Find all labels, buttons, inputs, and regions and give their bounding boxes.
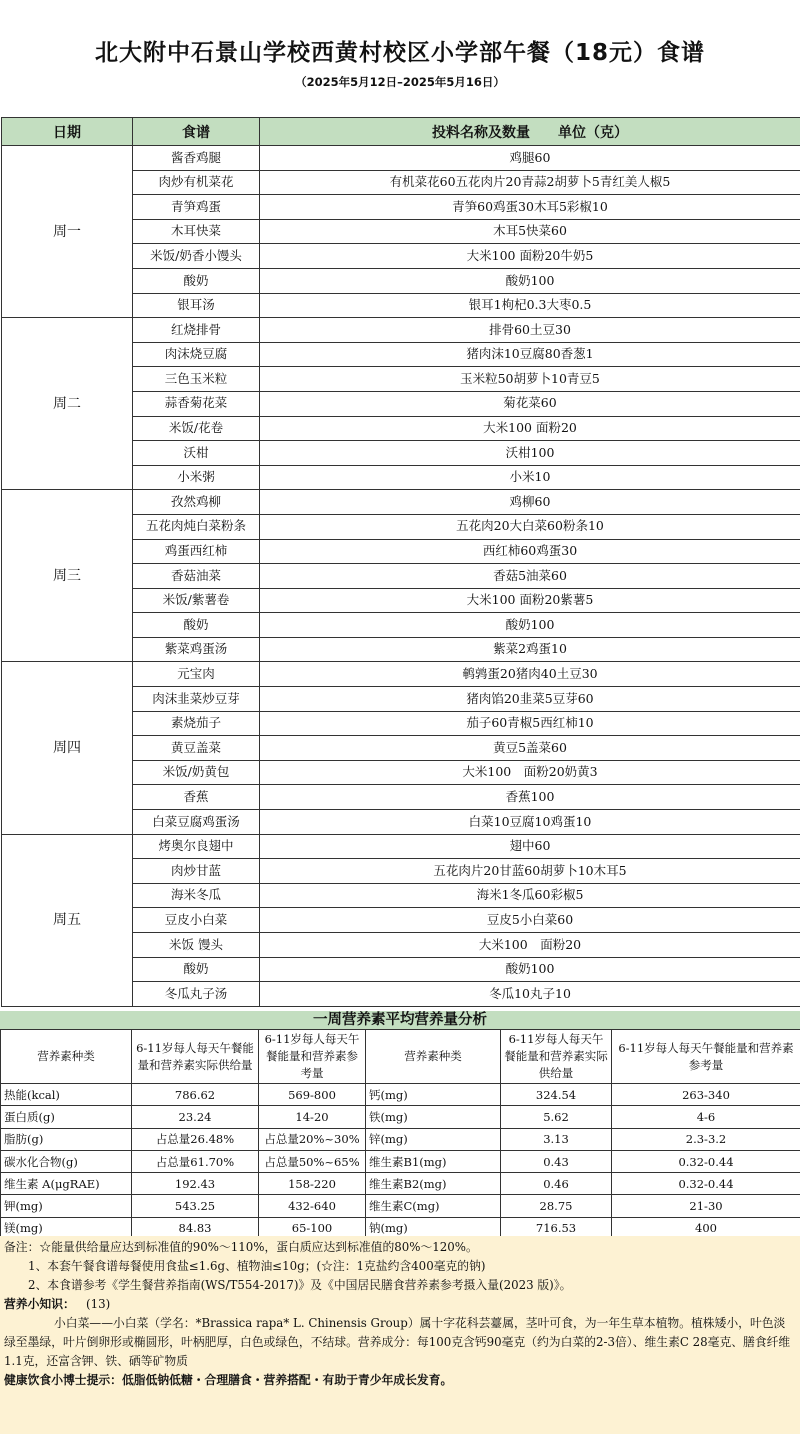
page-title: 北大附中石景山学校西黄村校区小学部午餐（18元）食谱 (94, 40, 705, 66)
dish-cell: 蒜香菊花菜 (133, 391, 260, 416)
dish-cell: 孜然鸡柳 (133, 490, 260, 515)
nutrient-value-cell: 716.53 (501, 1217, 612, 1239)
day-cell: 周一 (2, 146, 133, 318)
dish-cell: 米饭/紫薯卷 (133, 588, 260, 613)
ingredients-cell: 玉米粒50胡萝卜10青豆5 (260, 367, 800, 392)
nutrient-value-cell: 21-30 (612, 1195, 800, 1217)
nutrient-name-cell: 镁(mg) (1, 1217, 132, 1239)
ingredients-cell: 大米100 面粉20奶黄3 (260, 760, 800, 785)
dish-cell: 白菜豆腐鸡蛋汤 (133, 810, 260, 835)
nutrition-table (0, 1029, 800, 1240)
day-cell: 周三 (2, 490, 133, 662)
nutrient-value-cell: 占总量61.70% (132, 1150, 259, 1172)
nutrition-row (1, 1195, 800, 1217)
nutrient-value-cell: 0.43 (501, 1150, 612, 1172)
dish-cell: 酸奶 (133, 268, 260, 293)
dish-cell: 肉沫烧豆腐 (133, 342, 260, 367)
dish-cell: 冬瓜丸子汤 (133, 982, 260, 1007)
ingredients-cell: 鹌鹑蛋20猪肉40土豆30 (260, 662, 800, 687)
menu-row (2, 146, 800, 171)
ingredients-cell: 猪肉沫10豆腐80香葱1 (260, 342, 800, 367)
ingredients-cell: 沃柑100 (260, 441, 800, 466)
dish-cell: 酸奶 (133, 957, 260, 982)
dish-cell: 素烧茄子 (133, 711, 260, 736)
nutrient-value-cell: 占总量50%~65% (259, 1150, 366, 1172)
menu-table (1, 117, 800, 1007)
nutrient-value-cell: 192.43 (132, 1173, 259, 1195)
nut-header-cell: 6-11岁每人每天午餐能量和营养素参考量 (259, 1030, 366, 1084)
ingredients-cell: 五花肉片20甘蓝60胡萝卜10木耳5 (260, 859, 800, 884)
ingredients-cell: 青笋60鸡蛋30木耳5彩椒10 (260, 195, 800, 220)
ingredients-cell: 鸡腿60 (260, 146, 800, 171)
nutrient-name-cell: 钙(mg) (366, 1084, 501, 1106)
dish-cell: 木耳快菜 (133, 219, 260, 244)
ingredients-cell: 香蕉100 (260, 785, 800, 810)
nutrient-value-cell: 5.62 (501, 1106, 612, 1128)
nutrient-value-cell: 400 (612, 1217, 800, 1239)
nutrient-value-cell: 28.75 (501, 1195, 612, 1217)
dish-cell: 黄豆盖菜 (133, 736, 260, 761)
knowledge-label: 营养小知识： (4, 1297, 75, 1311)
dish-cell: 沃柑 (133, 441, 260, 466)
nutrient-value-cell: 3.13 (501, 1128, 612, 1150)
nutrient-value-cell: 84.83 (132, 1217, 259, 1239)
menu-row (2, 490, 800, 515)
ingredients-cell: 冬瓜10丸子10 (260, 982, 800, 1007)
ingredients-cell: 大米100 面粉20 (260, 416, 800, 441)
nutrient-name-cell: 维生素 A(μgRAE) (1, 1173, 132, 1195)
dish-cell: 五花肉炖白菜粉条 (133, 514, 260, 539)
nutrient-name-cell: 铁(mg) (366, 1106, 501, 1128)
nutrient-value-cell: 263-340 (612, 1084, 800, 1106)
nutrition-heading: 一周营养素平均营养量分析 (0, 1011, 800, 1029)
nutrient-name-cell: 脂肪(g) (1, 1128, 132, 1150)
dish-cell: 酱香鸡腿 (133, 146, 260, 171)
ingredients-cell: 大米100 面粉20 (260, 933, 800, 958)
nutrient-name-cell: 维生素C(mg) (366, 1195, 501, 1217)
remark-text: 备注：☆能量供给量应达到标准值的90%～110%，蛋白质应达到标准值的80%～120%。 (4, 1240, 478, 1254)
ingredients-cell: 酸奶100 (260, 613, 800, 638)
ingredients-cell: 五花肉20大白菜60粉条10 (260, 514, 800, 539)
menu-row (2, 662, 800, 687)
dish-cell: 酸奶 (133, 613, 260, 638)
dish-cell: 肉沫韭菜炒豆芽 (133, 687, 260, 712)
nutrient-name-cell: 维生素B2(mg) (366, 1173, 501, 1195)
ingredients-cell: 小米10 (260, 465, 800, 490)
ingredients-cell: 酸奶100 (260, 957, 800, 982)
menu-row (2, 318, 800, 343)
menu-row (2, 834, 800, 859)
dish-cell: 米饭/奶黄包 (133, 760, 260, 785)
nut-header-cell: 营养素种类 (366, 1030, 501, 1084)
ingredients-cell: 银耳1枸杞0.3大枣0.5 (260, 293, 800, 318)
ingredients-cell: 紫菜2鸡蛋10 (260, 637, 800, 662)
header-day: 日期 (2, 118, 133, 146)
nutrient-name-cell: 锌(mg) (366, 1128, 501, 1150)
ingredients-cell: 有机菜花60五花肉片20青蒜2胡萝卜5青红美人椒5 (260, 170, 800, 195)
nutrient-name-cell: 蛋白质(g) (1, 1106, 132, 1128)
dish-cell: 小米粥 (133, 465, 260, 490)
ingredients-cell: 排骨60土豆30 (260, 318, 800, 343)
dish-cell: 海米冬瓜 (133, 883, 260, 908)
nutrient-value-cell: 占总量26.48% (132, 1128, 259, 1150)
nut-header-cell: 6-11岁每人每天午餐能量和营养素参考量 (612, 1030, 800, 1084)
nutrient-value-cell: 0.32-0.44 (612, 1150, 800, 1172)
nutrient-value-cell: 占总量20%~30% (259, 1128, 366, 1150)
dish-cell: 米饭/奶香小馒头 (133, 244, 260, 269)
knowledge-number: (13) (86, 1297, 111, 1311)
dish-cell: 青笋鸡蛋 (133, 195, 260, 220)
nutrition-row (1, 1173, 800, 1195)
ingredients-cell: 酸奶100 (260, 268, 800, 293)
ingredients-cell: 大米100 面粉20紫薯5 (260, 588, 800, 613)
nutrient-value-cell: 65-100 (259, 1217, 366, 1239)
menu-header-row (2, 118, 800, 146)
ingredients-cell: 翅中60 (260, 834, 800, 859)
day-cell: 周四 (2, 662, 133, 834)
health-tip: 健康饮食小博士提示：低脂低钠低糖・合理膳食・营养搭配・有助于青少年成长发育。 (4, 1373, 453, 1387)
dish-cell: 红烧排骨 (133, 318, 260, 343)
nutrient-name-cell: 维生素B1(mg) (366, 1150, 501, 1172)
nutrition-header-row (1, 1030, 800, 1084)
dish-cell: 元宝肉 (133, 662, 260, 687)
header-dish: 食谱 (133, 118, 260, 146)
nutrient-name-cell: 碳水化合物(g) (1, 1150, 132, 1172)
ingredients-cell: 茄子60青椒5西红柿10 (260, 711, 800, 736)
note-line-2: 2、本食谱参考《学生餐营养指南(WS/T554-2017)》及《中国居民膳食营养素参考摄入量(2023 版)》。 (28, 1278, 572, 1292)
ingredients-cell: 大米100 面粉20牛奶5 (260, 244, 800, 269)
ingredients-cell: 鸡柳60 (260, 490, 800, 515)
knowledge-heading (4, 1295, 796, 1314)
ingredients-cell: 白菜10豆腐10鸡蛋10 (260, 810, 800, 835)
nutrient-name-cell: 钠(mg) (366, 1217, 501, 1239)
nutrient-name-cell: 热能(kcal) (1, 1084, 132, 1106)
dish-cell: 三色玉米粒 (133, 367, 260, 392)
dish-cell: 银耳汤 (133, 293, 260, 318)
dish-cell: 米饭 馒头 (133, 933, 260, 958)
nutrient-value-cell: 14-20 (259, 1106, 366, 1128)
nut-header-cell: 营养素种类 (1, 1030, 132, 1084)
ingredients-cell: 海米1冬瓜60彩椒5 (260, 883, 800, 908)
nutrient-value-cell: 569-800 (259, 1084, 366, 1106)
dish-cell: 紫菜鸡蛋汤 (133, 637, 260, 662)
ingredients-cell: 豆皮5小白菜60 (260, 908, 800, 933)
nutrient-value-cell: 543.25 (132, 1195, 259, 1217)
nutrition-row (1, 1106, 800, 1128)
dish-cell: 豆皮小白菜 (133, 908, 260, 933)
nutrient-value-cell: 786.62 (132, 1084, 259, 1106)
nutrient-name-cell: 钾(mg) (1, 1195, 132, 1217)
dish-cell: 肉炒有机菜花 (133, 170, 260, 195)
dish-cell: 烤奥尔良翅中 (133, 834, 260, 859)
dish-cell: 香菇油菜 (133, 564, 260, 589)
header-ingredients: 投料名称及数量 单位（克） (260, 118, 800, 146)
nutrition-row (1, 1084, 800, 1106)
nutrient-value-cell: 23.24 (132, 1106, 259, 1128)
dish-cell: 肉炒甘蓝 (133, 859, 260, 884)
ingredients-cell: 香菇5油菜60 (260, 564, 800, 589)
ingredients-cell: 猪肉馅20韭菜5豆芽60 (260, 687, 800, 712)
dish-cell: 鸡蛋西红柿 (133, 539, 260, 564)
notes-section (0, 1236, 800, 1434)
nutrient-value-cell: 324.54 (501, 1084, 612, 1106)
nut-header-cell: 6-11岁每人每天午餐能量和营养素实际供给量 (501, 1030, 612, 1084)
knowledge-text: 小白菜——小白菜（学名：*Brassica rapa* L. Chinensis Group）属十字花科芸薹属，茎叶可食，为一年生草本植物。植株矮小，叶色淡绿至墨绿，叶片倒卵形或椭圆形，叶柄肥厚，白色或绿色，不结球。营养成分：每100克含钙90毫克（约为白菜的2-3倍）、维生素C 28毫克、膳食纤维1.1克，还富含钾、铁、硒等矿物质 (4, 1316, 791, 1368)
note-line-1: 1、本套午餐食谱每餐使用食盐≤1.6g、植物油≤10g；(☆注：1克盐约含400毫克的钠) (28, 1259, 486, 1273)
ingredients-cell: 西红柿60鸡蛋30 (260, 539, 800, 564)
nutrition-row (1, 1128, 800, 1150)
nutrient-value-cell: 0.32-0.44 (612, 1173, 800, 1195)
nut-header-cell: 6-11岁每人每天午餐能量和营养素实际供给量 (132, 1030, 259, 1084)
nutrient-value-cell: 2.3-3.2 (612, 1128, 800, 1150)
nutrient-value-cell: 0.46 (501, 1173, 612, 1195)
day-cell: 周五 (2, 834, 133, 1006)
nutrient-value-cell: 158-220 (259, 1173, 366, 1195)
nutrition-row (1, 1150, 800, 1172)
ingredients-cell: 木耳5快菜60 (260, 219, 800, 244)
dish-cell: 米饭/花卷 (133, 416, 260, 441)
ingredients-cell: 菊花菜60 (260, 391, 800, 416)
date-range: （2025年5月12日–2025年5月16日） (295, 75, 505, 89)
ingredients-cell: 黄豆5盖菜60 (260, 736, 800, 761)
nutrient-value-cell: 432-640 (259, 1195, 366, 1217)
day-cell: 周二 (2, 318, 133, 490)
nutrient-value-cell: 4-6 (612, 1106, 800, 1128)
dish-cell: 香蕉 (133, 785, 260, 810)
